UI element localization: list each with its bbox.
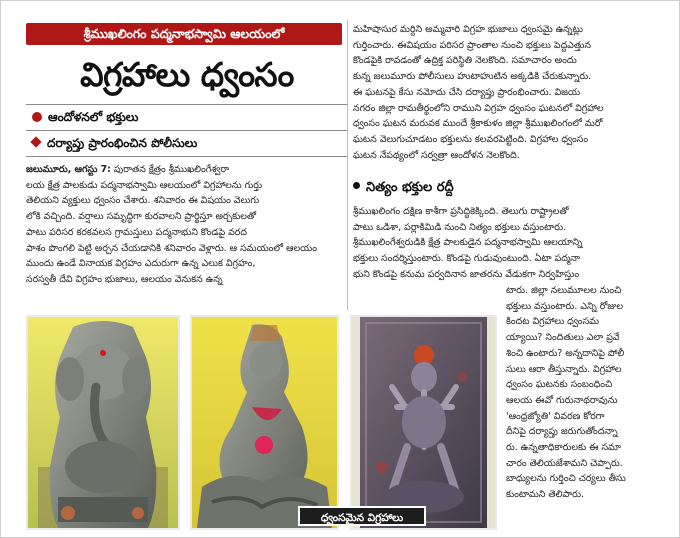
body-line: ధ్వంసం ఘటన మరువక ముందే శ్రీకాకుళం జిల్లా శ్రీముఖలింగంలో మరో: [353, 118, 603, 130]
subhead-2: [32, 136, 197, 153]
dot-bullet-icon: [353, 182, 360, 189]
saraswati-idol-photo: [190, 315, 339, 530]
dateline: జలుమూరు, ఆగస్టు 7:: [26, 164, 111, 175]
body-line: తెలియని వ్యక్తులు ధ్వంసం చేశారు. శనివారం ఈ విషయం వెలుగు: [26, 195, 260, 207]
body-line: నగరం జిల్లా రామతీర్థంలోని రాముని విగ్రహ ధ్వంసం ఘటనలో విగ్రహాల: [353, 102, 604, 114]
subhead-rule-1: [26, 130, 348, 131]
body-line: కిందట విగ్రహాలు ధ్వంసమ: [506, 316, 600, 328]
body-line: శించి ఉంటారు? అన్నదానిపై పోలీ: [506, 347, 625, 359]
body-line: ధ్వంసం ఘటనకు సంబంధించి: [506, 379, 613, 391]
body-line: లోకి వచ్చింది. వర్షాలు సమృద్ధిగా కురవాలని ప్రార్థిస్తూ అర్చకులతో: [26, 211, 257, 223]
subhead-rule-2: [26, 156, 348, 157]
body-line: సరస్వతీ దేవి విగ్రహం భుజాలు, ఆలయం వెనుకన ఉన్న: [26, 273, 223, 285]
bullet-icon: [32, 112, 42, 122]
left-column-text: [26, 162, 344, 288]
body-line: బాధ్యులను గుర్తించి చర్యలు తీసు: [506, 473, 626, 485]
mahishasura-mardini-idol-photo: [350, 315, 497, 530]
body-line: ఆలయ ఈవో గురునాథరావును: [506, 394, 618, 406]
kicker-banner: శ్రీముఖలింగం పద్మనాభస్వామి ఆలయంలో: [26, 23, 342, 45]
body-line: భుని కొండపై కనుమ పర్వదినాన జాతరను వేడుకగా నిర్వహిస్తుం: [353, 268, 580, 280]
right-column-text: [353, 22, 658, 163]
ganesha-idol-photo: [26, 315, 180, 530]
body-line: లయ క్షేత్ర పాలకుడు పద్మనాభస్వామి ఆలయంలో విగ్రహాలను గుర్తు: [26, 179, 263, 191]
mahishasura-mardini-idol-image: [352, 317, 495, 528]
subhead-1-text: ఆందోళనలో భక్తులు: [48, 110, 139, 124]
photo-caption: ధ్వంసమైన విగ్రహాలు: [298, 506, 426, 526]
body-line: ఈ ఘటనపై కేసు నమోదు చేసి దర్యాప్తు ప్రారంభించారు. విజయ: [353, 86, 581, 98]
body-line: దీనిపై దర్యాప్తు జరుగుతోందన్నా: [506, 426, 618, 438]
body-line: ముందు ఉండే వినాయక విగ్రహం ఎదురుగా ఉన్న ఎలుక విగ్రహం,: [26, 258, 256, 270]
diamond-bullet-icon: [30, 136, 41, 147]
section-heading-text: నిత్యం భక్తుల రద్దీ: [366, 180, 454, 195]
body-line: జలుమూరు, ఆగస్టు 7: పురాతన క్షేత్రం శ్రీముఖలింగేశ్వరా: [26, 164, 230, 175]
subhead-2-text: దర్యాప్తు ప్రారంభించిన పోలీసులు: [47, 136, 198, 150]
section-heading: [353, 180, 454, 198]
body-line: భక్తులు సందర్శిస్తుంటారు. కొండపై గుడువుంటుంది. ఏటా పద్మనా: [353, 253, 580, 265]
ganesha-idol-image: [28, 317, 178, 528]
body-line: శ్రీముఖలింగం దక్షిణ కాశీగా ప్రసిద్ధికెక్కింది. తెలుగు రాష్ట్రాలతో: [353, 206, 569, 217]
body-line: కుంటామని తెలిపారు.: [506, 489, 584, 501]
saraswati-idol-image: [192, 317, 337, 528]
body-line: ఘటన నేపథ్యంలో సర్వత్రా ఆందోళన నెలకొంది.: [353, 149, 520, 161]
body-line: కొండపైకి రావడంతో ఉద్రిక్త పరిస్థితి నెలకొంది. సమాచారం అందు: [353, 55, 577, 67]
body-line: గుర్తించారు. ఈవిషయం పరిసర ప్రాంతాల నుంచి భక్తులు పెద్దఎత్తున: [353, 39, 591, 51]
body-line: పాటు ఒడిశా, పర్లాకిమిడి నుంచి నిత్యం భక్తులు వస్తుంటారు.: [353, 221, 567, 233]
section2-narrow-text: [506, 283, 658, 503]
body-line: 'ఆంధ్రజ్యోతి' వివరణ కోరగా: [506, 410, 605, 422]
body-line: ఘటన వెలుగుచూడటం భక్తులను కలవరపెట్టింది. విగ్రహాల ధ్వంసం: [353, 133, 589, 145]
body-line: పాశం పొంగలి పెట్టి అర్చన చేయడానికి శనివారం వెళ్లారు. ఆ సమయంలో ఆలయం: [26, 242, 317, 254]
body-line: పాటు పరిసర కరకవలస గ్రామస్తులు పద్మనాభుని కొండపై వరద: [26, 226, 247, 238]
subhead-1: [32, 110, 138, 127]
body-line: భక్తులు వస్తుంటారు. ఎన్ని రోజుల: [506, 300, 623, 312]
body-line: య్యాయి? నిందితులు ఎలా ప్రవే: [506, 332, 620, 344]
body-line: సులు ఆరా తీస్తున్నారు. విగ్రహాల: [506, 363, 622, 375]
body-line: చారం తెలియజేశామని చెప్పారు.: [506, 457, 623, 469]
headline-rule: [26, 104, 348, 105]
body-line: రు. ఉన్నతాధికారులకు ఈ సమా: [506, 442, 621, 454]
body-line: మహిషాసుర మర్దిని అమ్మవారి విగ్రహ భుజాలు ధ్వంసమై ఉన్నట్లు: [353, 24, 584, 35]
body-line: కున్న జలుమూరు పోలీసులు హుటాహుటిన అక్కడికి చేరుకున్నారు.: [353, 71, 592, 83]
column-divider: [347, 20, 348, 310]
body-line: శ్రీముఖలింగేశ్వరుడికి క్షేత్ర పాలకుడైన పద్మనాభస్వామి ఆలయాన్ని: [353, 237, 583, 249]
section2-text: [353, 204, 658, 283]
body-line: టారు. జిల్లా నలుమూలల నుంచి: [506, 285, 622, 296]
headline: విగ్రహాలు ధ్వంసం: [80, 55, 294, 94]
